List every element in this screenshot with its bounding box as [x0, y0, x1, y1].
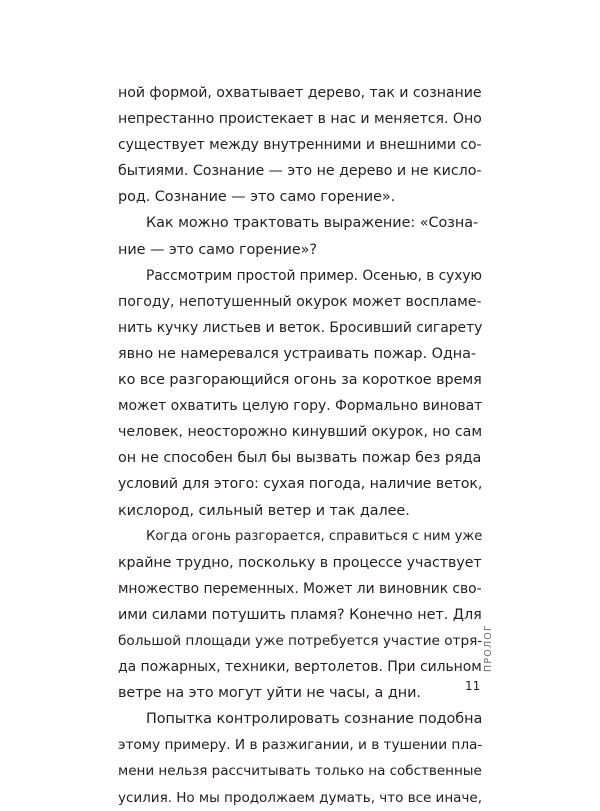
text-line: явно не намеревался устраивать пожар. Одна-	[118, 345, 477, 362]
text-line: непрестанно проистекает в нас и меняется. Оно	[118, 111, 482, 128]
text-line: усилия. Но мы продолжаем думать, что все иначе,	[118, 789, 482, 806]
text-line: существует между внутренними и внешними со-	[118, 137, 482, 154]
text-line: да пожарных, техники, вертолетов. При сильном	[118, 659, 482, 676]
text-line: род. Сознание — это само горение».	[118, 189, 396, 206]
text-line: ной формой, охватывает дерево, так и сознание	[118, 85, 482, 101]
page-number: 11	[465, 679, 481, 693]
text-line: крайне трудно, поскольку в процессе участвует	[118, 554, 482, 571]
text-line: человек, неосторожно кинувший окурок, но сам	[118, 424, 483, 441]
text-line: может охватить целую гору. Формально виноват	[118, 398, 483, 415]
text-line: этому примеру. И в разжигании, и в тушении пла-	[118, 737, 483, 754]
body-text	[118, 80, 482, 811]
text-line: Как можно трактовать выражение: «Созна-	[146, 215, 479, 232]
text-line: ветре на это могут уйти не часы, а дни.	[118, 685, 421, 702]
text-line: ние — это само горение»?	[118, 241, 317, 258]
text-line: ими силами потушить пламя? Конечно нет. Для	[118, 606, 482, 623]
text-line: Рассмотрим простой пример. Осенью, в сухую	[146, 267, 482, 284]
text-line: ко все разгорающийся огонь за короткое время	[118, 372, 482, 389]
text-line: он не способен был бы вызвать пожар без ряда	[118, 450, 482, 467]
running-head	[483, 624, 497, 672]
text-line: множество переменных. Может ли виновник сво-	[118, 580, 482, 597]
text-line: Попытка контролировать сознание подобна	[146, 711, 483, 728]
text-line: погоду, непотушенный окурок может воспламе-	[118, 293, 482, 310]
text-line: мени нельзя рассчитывать только на собственные	[118, 763, 482, 780]
text-line: большой площади уже потребуется участие отря-	[118, 632, 483, 649]
text-line: бытиями. Сознание — это не дерево и не кисло-	[118, 163, 482, 180]
text-line: нить кучку листьев и веток. Бросивший сигарету	[118, 319, 483, 336]
text-line: кислород, сильный ветер и так далее.	[118, 502, 410, 519]
running-head-label: ПРОЛОГ	[483, 624, 494, 672]
text-line: условий для этого: сухая погода, наличие веток,	[118, 476, 483, 493]
text-line: Когда огонь разгорается, справиться с ним уже	[146, 528, 483, 544]
